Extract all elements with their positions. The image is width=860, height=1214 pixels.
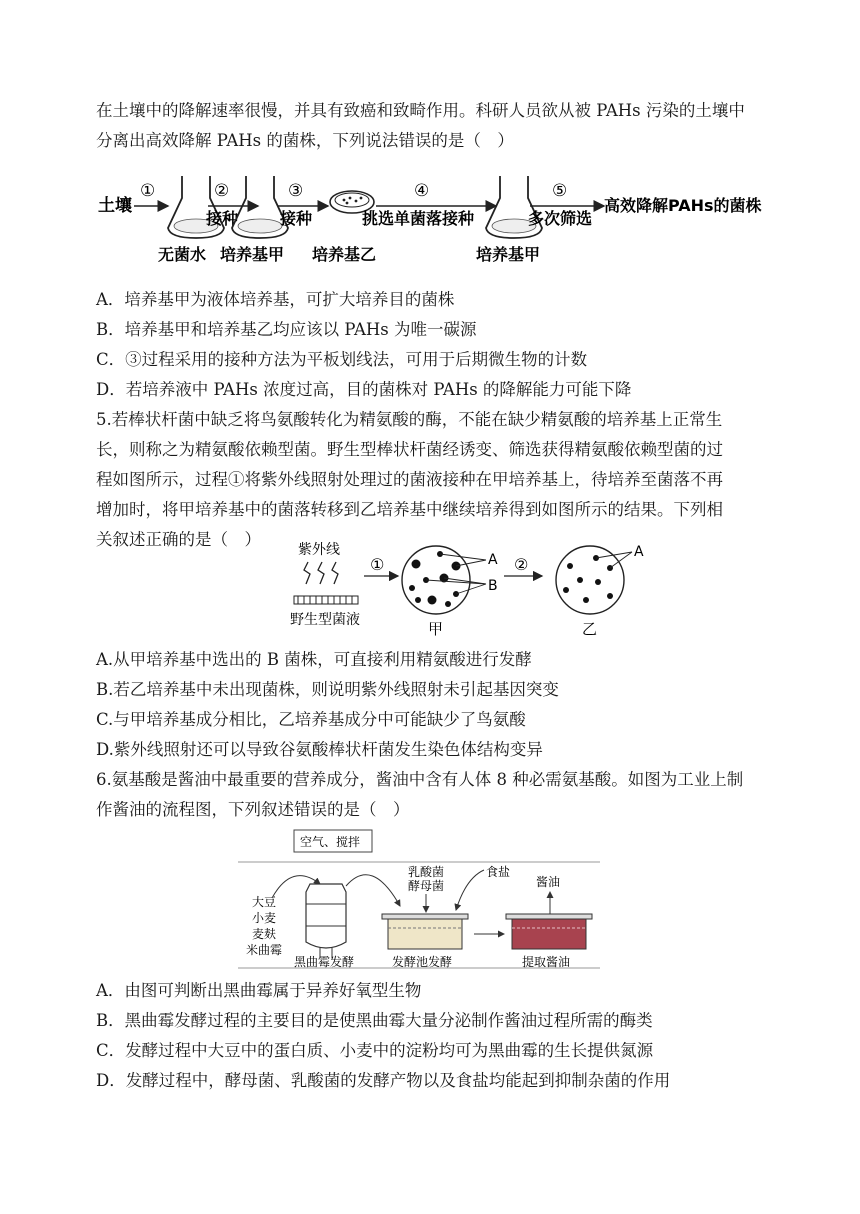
uv-rays-icon <box>304 562 338 584</box>
q5-stem-line3: 程如图所示，过程①将紫外线照射处理过的菌液接种在甲培养基上，待培养至菌落不再 <box>96 470 723 489</box>
q6-stage2: 发酵池发酵 <box>392 955 453 969</box>
q6-raw-3: 麦麸 <box>252 927 277 941</box>
q4-option-b: B．培养基甲和培养基乙均应该以 PAHs 为唯一碳源 <box>96 320 477 339</box>
fermentation-tank-icon <box>382 914 468 949</box>
q5-liquid-label: 野生型菌液 <box>290 612 360 628</box>
flask-icon <box>232 176 288 238</box>
q6-raw-4: 米曲霉 <box>246 943 283 957</box>
culture-tray-icon <box>294 596 358 604</box>
plate-yi <box>556 546 624 614</box>
q4-arrow-label-3: 挑选单菌落接种 <box>362 209 475 228</box>
q5-stem-line1: 5.若棒状杆菌中缺乏将鸟氨酸转化为精氨酸的酶，不能在缺少精氨酸的培养基上正常生 <box>96 410 723 429</box>
q6-soy-label: 酱油 <box>536 875 561 889</box>
q4-option-d: D．若培养液中 PAHs 浓度过高，目的菌株对 PAHs 的降解能力可能下降 <box>96 380 632 399</box>
q5-step1: ① <box>370 555 385 574</box>
flask-icon <box>486 176 542 238</box>
q4-vessel-label-4: 培养基甲 <box>476 245 541 264</box>
fermenter-icon <box>306 884 346 958</box>
q5-figure <box>280 536 660 644</box>
q4-arrow-label-4: 多次筛选 <box>528 209 593 228</box>
q4-figure <box>96 168 776 268</box>
q4-stem-line1: 在土壤中的降解速率很慢，并具有致癌和致畸作用。科研人员欲从被 PAHs 污染的土壤中 <box>96 101 745 120</box>
q6-stage1: 黑曲霉发酵 <box>294 955 355 969</box>
q6-air-label: 空气、搅拌 <box>300 835 361 849</box>
q4-end-label: 高效降解PAHs的菌株 <box>604 196 762 215</box>
q4-step1: ① <box>140 181 156 201</box>
q6-option-c: C．发酵过程中大豆中的蛋白质、小麦中的淀粉均可为黑曲霉的生长提供氮源 <box>96 1041 654 1060</box>
q6-figure <box>232 826 604 972</box>
q4-step5: ⑤ <box>552 181 568 201</box>
q5-stem-line5: 关叙述正确的是（ ） <box>96 530 261 549</box>
q6-salt-label: 食盐 <box>486 865 511 879</box>
q5-plate2-label: 乙 <box>582 620 598 638</box>
q4-stem-line2: 分离出高效降解 PAHs 的菌株，下列说法错误的是（ ） <box>96 131 514 150</box>
q6-stem-line2: 作酱油的流程图，下列叙述错误的是（ ） <box>96 800 410 819</box>
q6-option-b: B．黑曲霉发酵过程的主要目的是使黑曲霉大量分泌制作酱油过程所需的酶类 <box>96 1011 653 1030</box>
q5-option-c: C.与甲培养基成分相比，乙培养基成分中可能缺少了鸟氨酸 <box>96 710 526 729</box>
q4-step4: ④ <box>414 181 430 201</box>
q4-arrow-label-1: 接种 <box>206 209 239 228</box>
extraction-tank-icon <box>506 914 592 949</box>
q4-step3: ③ <box>288 181 304 201</box>
q4-vessel-label-3: 培养基乙 <box>312 245 377 264</box>
q4-arrow-label-2: 接种 <box>280 209 313 228</box>
q6-raw-1: 大豆 <box>252 895 277 909</box>
q5-option-a: A.从甲培养基中选出的 B 菌株，可直接利用精氨酸进行发酵 <box>96 650 532 669</box>
q4-start-label: 土壤 <box>98 196 132 216</box>
q6-raw-2: 小麦 <box>252 911 277 925</box>
q4-option-a: A．培养基甲为液体培养基，可扩大培养目的菌株 <box>96 290 455 309</box>
q4-vessel-label-2: 培养基甲 <box>220 245 285 264</box>
q5-option-d: D.紫外线照射还可以导致谷氨酸棒状杆菌发生染色体结构变异 <box>96 740 543 759</box>
q6-microbe-1: 乳酸菌 <box>408 865 445 879</box>
q5-stem-line4: 增加时，将甲培养基中的菌落转移到乙培养基中继续培养得到如图所示的结果。下列相 <box>96 500 723 519</box>
q5-label-a: A <box>488 552 498 568</box>
q5-label-b: B <box>488 578 498 594</box>
q4-step2: ② <box>214 181 230 201</box>
q6-stage3: 提取酱油 <box>522 955 571 969</box>
q5-step2: ② <box>514 555 529 574</box>
q4-vessel-label-1: 无菌水 <box>158 245 207 264</box>
q5-stem-line2: 长，则称之为精氨酸依赖型菌。野生型棒状杆菌经诱变、筛选获得精氨酸依赖型菌的过 <box>96 440 723 459</box>
q6-stem-line1: 6.氨基酸是酱油中最重要的营养成分，酱油中含有人体 8 种必需氨基酸。如图为工业上制 <box>96 770 744 789</box>
q5-label-a2: A <box>634 544 644 560</box>
q6-option-d: D．发酵过程中，酵母菌、乳酸菌的发酵产物以及食盐均能起到抑制杂菌的作用 <box>96 1071 671 1090</box>
q5-plate1-label: 甲 <box>428 620 444 638</box>
q5-uv-label: 紫外线 <box>298 542 340 558</box>
q6-microbe-2: 酵母菌 <box>408 879 445 893</box>
q4-option-c: C．③过程采用的接种方法为平板划线法，可用于后期微生物的计数 <box>96 350 588 369</box>
q5-option-b: B.若乙培养基中未出现菌株，则说明紫外线照射未引起基因突变 <box>96 680 559 699</box>
q6-option-a: A．由图可判断出黑曲霉属于异养好氧型生物 <box>96 981 422 1000</box>
